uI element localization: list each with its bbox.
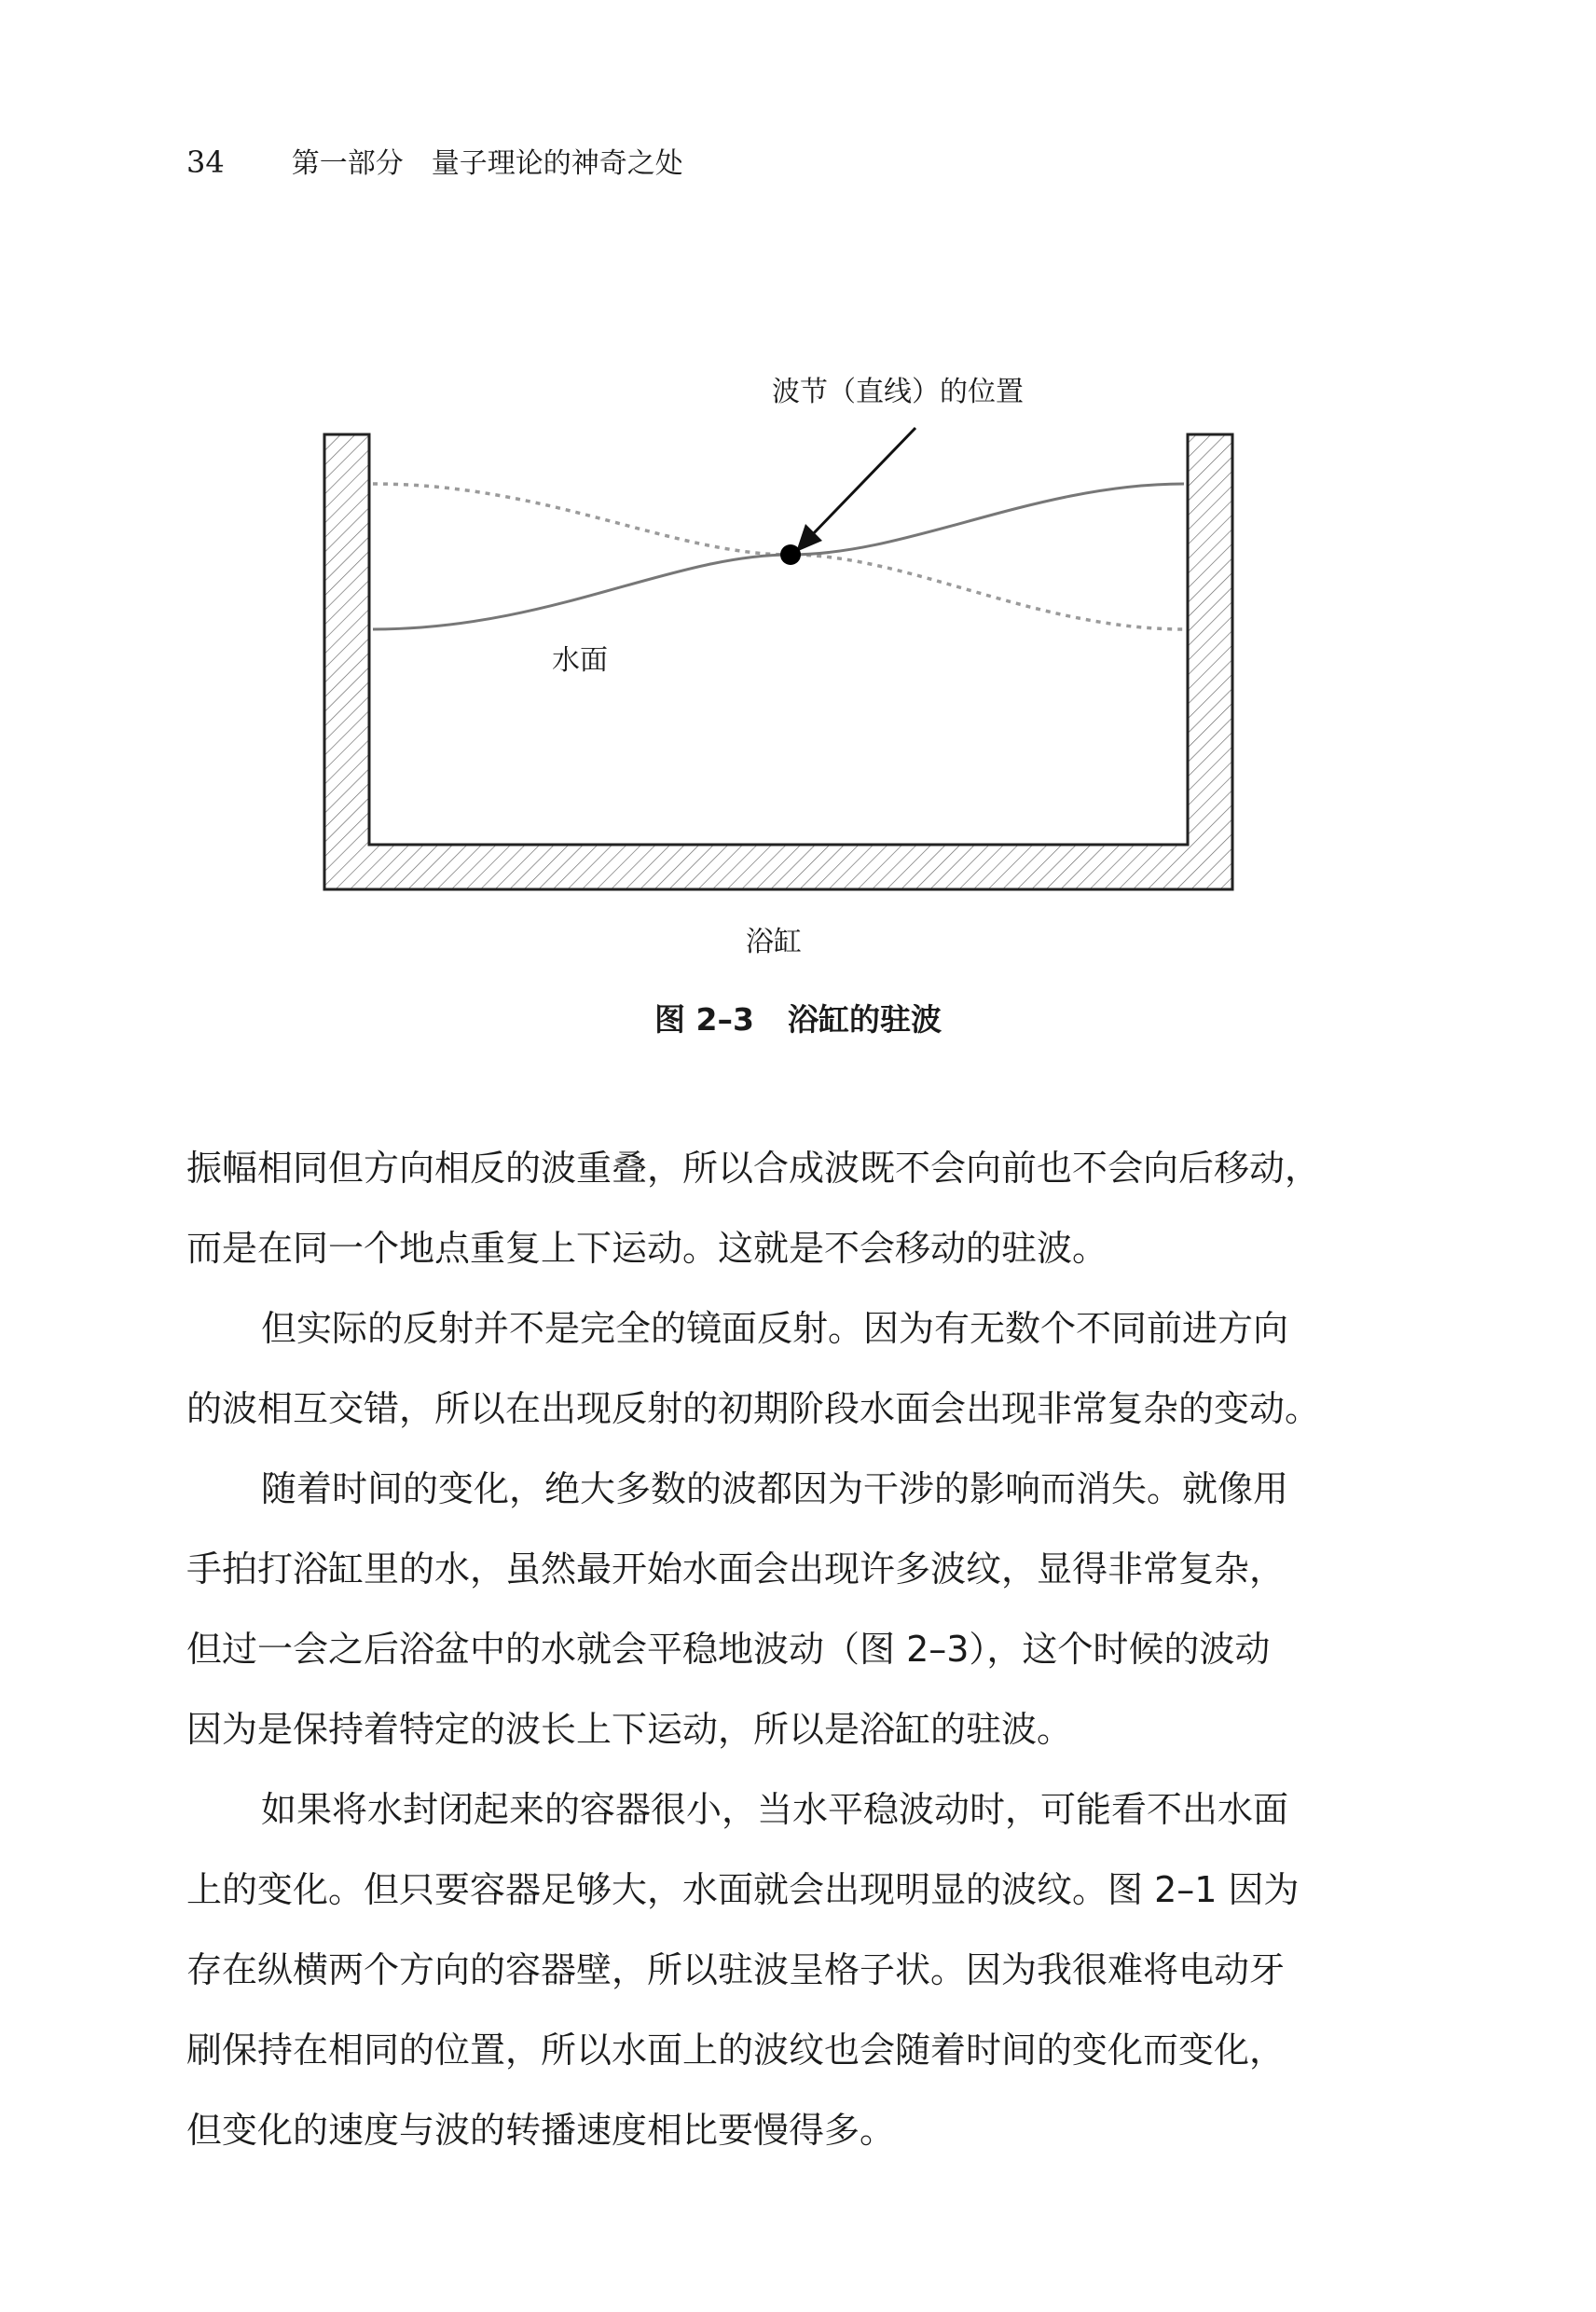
paragraph-3 xyxy=(186,1449,1417,1769)
text-line: 但过一会之后浴盆中的水就会平稳地波动（图 2–3），这个时候的波动 xyxy=(186,1629,1271,1670)
text-line: 振幅相同但方向相反的波重叠，所以合成波既不会向前也不会向后移动， xyxy=(186,1148,1321,1189)
tub-wall xyxy=(324,434,1232,889)
figure-title: 浴缸的驻波 xyxy=(787,1001,942,1038)
text-line: 上的变化。但只要容器足够大，水面就会出现明显的波纹。图 2–1 因为 xyxy=(186,1869,1300,1910)
text-line: 如果将水封闭起来的容器很小，当水平稳波动时，可能看不出水面 xyxy=(261,1789,1289,1830)
dashed-wave xyxy=(373,484,1184,629)
node-arrow xyxy=(809,428,915,538)
running-header xyxy=(186,140,683,181)
page-number: 34 xyxy=(186,144,225,180)
part-title: 第一部分 量子理论的神奇之处 xyxy=(291,147,683,180)
text-line: 存在纵横两个方向的容器壁，所以驻波呈格子状。因为我很难将电动牙 xyxy=(186,1949,1286,1990)
bathtub-diagram xyxy=(0,354,1596,1063)
paragraph-4 xyxy=(186,1769,1417,2170)
figure-number: 图 2–3 xyxy=(654,1001,754,1038)
node-label: 波节（直线）的位置 xyxy=(772,376,1024,408)
text-line: 但变化的速度与波的转播速度相比要慢得多。 xyxy=(186,2110,896,2151)
text-line: 但实际的反射并不是完全的镜面反射。因为有无数个不同前进方向 xyxy=(261,1308,1289,1349)
water-label: 水面 xyxy=(552,644,608,677)
body-text xyxy=(186,1128,1417,2170)
text-line: 随着时间的变化，绝大多数的波都因为干涉的影响而消失。就像用 xyxy=(261,1468,1289,1509)
figure-caption xyxy=(0,996,1596,1039)
text-line: 而是在同一个地点重复上下运动。这就是不会移动的驻波。 xyxy=(186,1228,1108,1269)
paragraph-1 xyxy=(186,1128,1417,1288)
text-line: 的波相互交错，所以在出现反射的初期阶段水面会出现非常复杂的变动。 xyxy=(186,1388,1321,1429)
tub-label: 浴缸 xyxy=(746,926,802,958)
water-surface-line xyxy=(373,484,1184,629)
text-line: 因为是保持着特定的波长上下运动，所以是浴缸的驻波。 xyxy=(186,1709,1073,1750)
text-line: 手拍打浴缸里的水，虽然最开始水面会出现许多波纹，显得非常复杂， xyxy=(186,1548,1286,1590)
paragraph-2 xyxy=(186,1288,1417,1449)
node-point xyxy=(780,544,801,565)
bathtub-figure xyxy=(0,354,1596,1063)
text-line: 刷保持在相同的位置，所以水面上的波纹也会随着时间的变化而变化， xyxy=(186,2030,1286,2071)
